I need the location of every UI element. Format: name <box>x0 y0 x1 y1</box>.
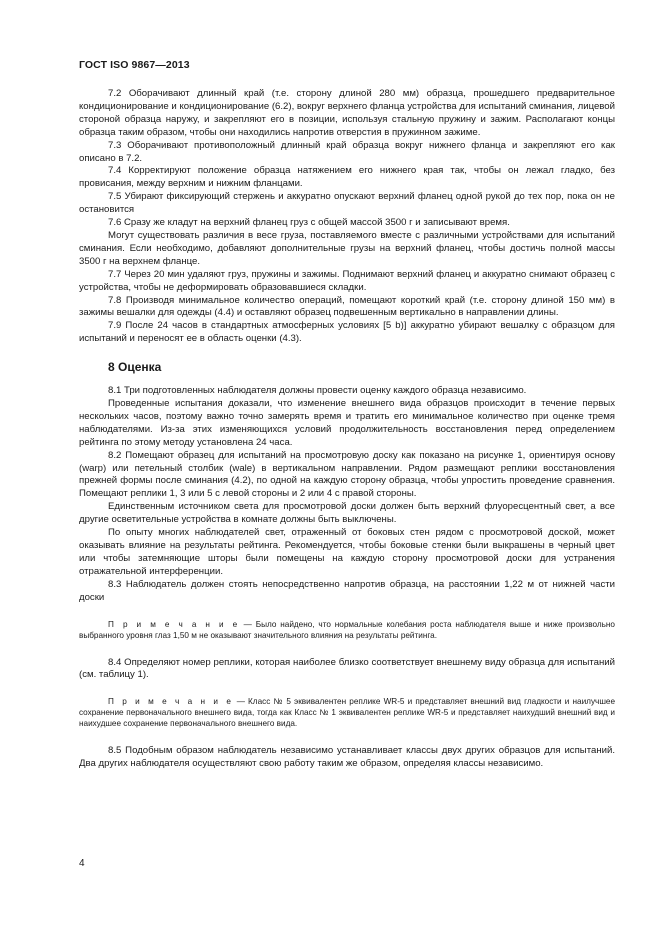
page-number: 4 <box>79 858 85 869</box>
paragraph-8-1-details: Проведенные испытания доказали, что изменение внешнего вида образцов происходит в течение первых нескольких часов, поэтому важно точно замерять время и тратить его минимальное количество при оценке тремя наблюдателями. Из-за этих изменяющихся условий продолжительность восстановления перед определением рейтинга по этому методу установлена 24 часа. <box>79 398 615 448</box>
paragraph-7-7: 7.7 Через 20 мин удаляют груз, пружины и зажимы. Поднимают верхний фланец и аккуратно снимают образец с устройства, чтобы не деформировать образовавшиеся складки. <box>79 268 615 293</box>
paragraph-8-1: 8.1 Три подготовленных наблюдателя должны провести оценку каждого образца независимо. <box>108 385 527 397</box>
document-body <box>79 88 615 771</box>
document-header: ГОСТ ISO 9867—2013 <box>79 59 190 71</box>
paragraph-7-6: 7.6 Сразу же кладут на верхний фланец груз с общей массой 3500 г и записывают время. <box>108 217 510 229</box>
paragraph-7-2: 7.2 Оборачивают длинный край (т.е. сторону длиной 280 мм) образца, прошедшего предварительное кондиционирование и кондиционирование (6.2), вокруг верхнего фланца устройства для испытаний сминания, лицевой стороной образца наружу, и закрепляют его в позиции, используя стальную пружину и зажим. Располагают концы образца таким образом, чтобы они находились напротив отверстия в пружинном зажиме. <box>79 88 615 138</box>
paragraph-8-3: 8.3 Наблюдатель должен стоять непосредственно напротив образца, на расстоянии 1,22 м от нижней части доски <box>79 578 615 603</box>
paragraph-8-2-walls: По опыту многих наблюдателей свет, отраженный от боковых стен рядом с просмотровой доской, может оказывать влияние на результаты рейтинга. Рекомендуется, чтобы боковые стенки были выкрашены в черный цвет или чтобы затемняющие шторы были помещены на каждую сторону просмотровой доски для устранения отражательной интерференции. <box>79 527 615 577</box>
paragraph-7-6-weights: Могут существовать различия в весе груза, поставляемого вместе с различными устройствами для испытаний сминания. Если необходимо, добавляют дополнительные грузы на верхний фланец, чтобы достичь полной массы 3500 г на верхнем фланце. <box>79 229 615 267</box>
paragraph-7-8: 7.8 Производя минимальное количество операций, помещают короткий край (т.е. сторону длиной 150 мм) в зажимы вешалки для одежды (4.4) и оставляют образец подвешенным вертикально в направлении длины. <box>79 294 615 319</box>
paragraph-7-9: 7.9 После 24 часов в стандартных атмосферных условиях [5 b)] аккуратно убирают вешалку с образцом для испытаний и переносят ее в область оценки (4.3). <box>79 320 615 345</box>
section-8-title: 8 Оценка <box>108 360 162 375</box>
paragraph-7-3: 7.3 Оборачивают противоположный длинный край образца вокруг нижнего фланца и закрепляют его как описано в 7.2. <box>79 139 615 164</box>
note-text: — Было найдено, что нормальные колебания роста наблюдателя выше и ниже произвольно выбранного уровня глаз 1,50 м не оказывают значительного влияния на результаты рейтинга. <box>79 619 615 640</box>
paragraph-7-4: 7.4 Корректируют положение образца натяжением его нижнего края так, чтобы он лежал гладко, без провисания, между верхним и нижним фланцами. <box>79 165 615 190</box>
paragraph-8-5: 8.5 Подобным образом наблюдатель независимо устанавливает классы двух других образцов для испытаний. Два других наблюдателя осуществляют свою работу таким же образом, определяя классы независимо. <box>79 745 615 770</box>
note-text: — Класс № 5 эквивалентен реплике WR-5 и представляет внешний вид гладкости и наилучшее сохранение первоначального внешнего вида, тогда как Класс № 1 эквивалентен реплике WR-5 и представляет наихудший внешний вид и наихудшее сохранение первоначального внешнего вида. <box>79 697 615 729</box>
note-class-equivalence <box>79 696 615 729</box>
note-label: П р и м е ч а н и е <box>108 697 234 707</box>
paragraph-7-5: 7.5 Убирают фиксирующий стержень и аккуратно опускают верхний фланец одной рукой до тех пор, пока он не остановится <box>79 191 615 216</box>
paragraph-8-4: 8.4 Определяют номер реплики, которая наиболее близко соответствует внешнему виду образца для испытаний (см. таблицу 1). <box>79 656 615 681</box>
note-observer-height <box>79 619 615 641</box>
paragraph-8-2-light: Единственным источником света для просмотровой доски должен быть верхний флуоресцентный свет, а все другие осветительные устройства в комнате должны быть выключены. <box>79 501 615 526</box>
paragraph-8-2: 8.2 Помещают образец для испытаний на просмотровую доску как показано на рисунке 1, ориентируя основу (warp) или петельный столбик (wale) в вертикальном направлении. Рядом размещают реплики восстановления прежней формы после сминания (4.2), по одной на каждую сторону образца, чтобы упростить проведение сравнения. Помещают реплики 1, 3 или 5 с левой стороны и 2 или 4 с правой стороны. <box>79 449 615 500</box>
note-label: П р и м е ч а н и е <box>108 619 240 629</box>
